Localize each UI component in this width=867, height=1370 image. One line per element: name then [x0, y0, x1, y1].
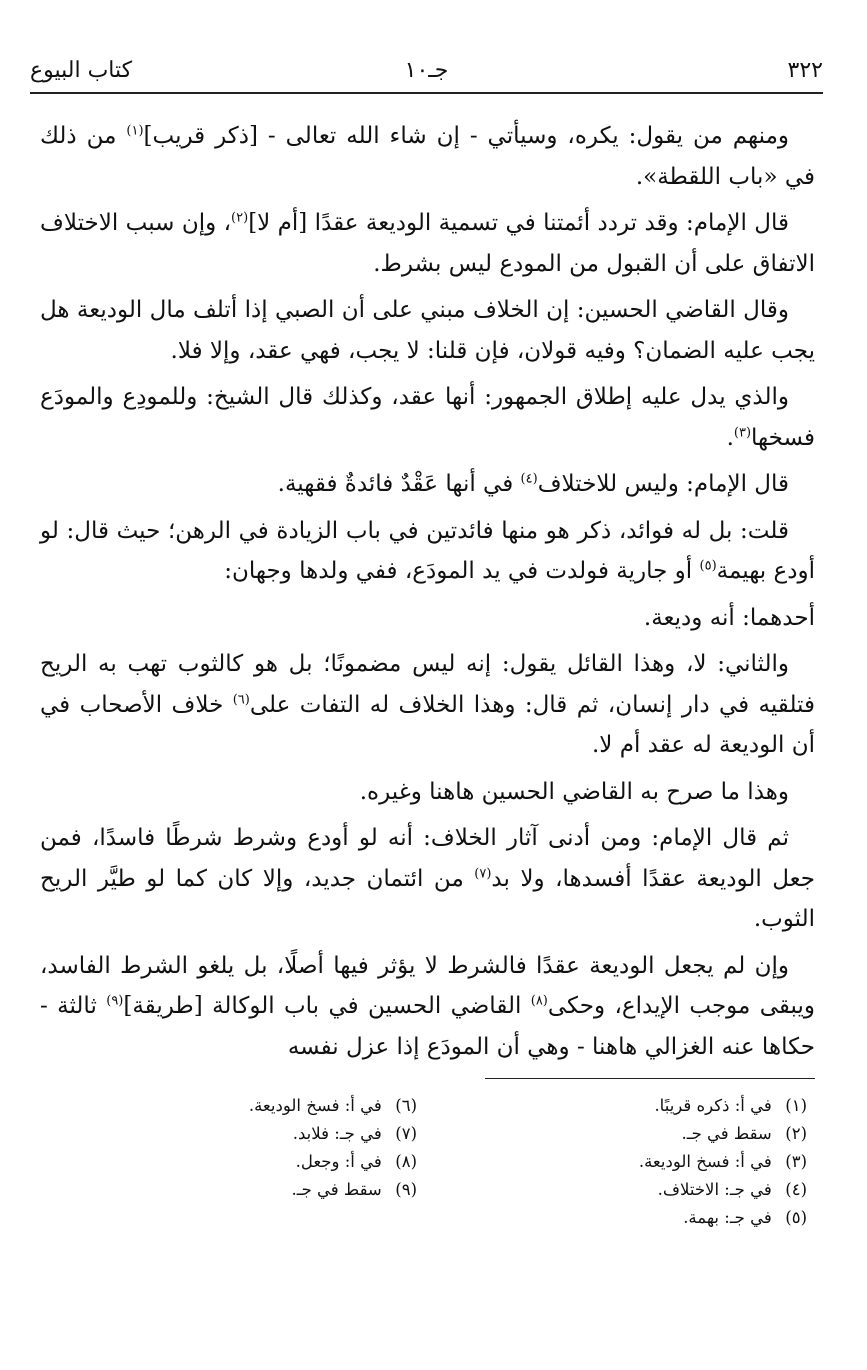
footnote-number: (٨): [395, 1152, 417, 1171]
footnote-number: (٩): [395, 1180, 417, 1199]
paragraph: [40, 116, 815, 197]
footnote-number: (٢): [785, 1124, 807, 1143]
paragraph-text: قال الإمام: وقد تردد أئمتنا في تسمية الوديعة عقدًا [أم لا]: [248, 210, 789, 236]
footnote-text: في أ: ذكره قريبًا.: [654, 1096, 772, 1115]
paragraph-text: والذي يدل عليه إطلاق الجمهور: أنها عقد، وكذلك قال الشيخ: وللمودِع والمودَع فسخها: [40, 384, 815, 451]
paragraph: [40, 644, 815, 766]
footnote-text: في أ: وجعل.: [295, 1152, 382, 1171]
footnote-text: في أ: فسخ الوديعة.: [248, 1096, 382, 1115]
footnote: [447, 1120, 807, 1148]
footnote-number: (١): [785, 1096, 807, 1115]
footnote: [57, 1148, 417, 1176]
paragraph-text: من ائتمان جديد، وإلا كان كما لو طيَّر الريح الثوب.: [40, 865, 815, 932]
footnote-text: في جـ: الاختلاف.: [657, 1180, 772, 1199]
footnote: [57, 1092, 417, 1120]
footnote-ref: (٥): [699, 558, 717, 574]
paragraph: [40, 946, 815, 1068]
paragraph-text: في أنها عَقْدٌ فائدةٌ فقهية.: [277, 471, 521, 497]
footnote-number: (٤): [785, 1180, 807, 1199]
paragraph: [40, 377, 815, 458]
footnote-text: سقط في جـ.: [681, 1124, 772, 1143]
paragraph: [40, 818, 815, 940]
paragraph-text: ثم قال الإمام: ومن أدنى آثار الخلاف: أنه لو أودع وشرط شرطًا فاسدًا، فمن جعل الوديعة عقدًا أفسدها، ولا بد: [40, 825, 815, 892]
footnote-number: (٥): [785, 1208, 807, 1227]
paragraph-text: وقال القاضي الحسين: إن الخلاف مبني على أن الصبي إذا أتلف مال الوديعة هل يجب عليه الضمان؟ وفيه قولان، فإن قلنا: لا يجب، فهي عقد، وإلا فلا.: [40, 297, 815, 364]
paragraph: [40, 772, 815, 813]
paragraph: [40, 598, 815, 639]
footnotes-column-right: [447, 1092, 807, 1232]
footnote: [447, 1092, 807, 1120]
paragraph-text: قال الإمام: وليس للاختلاف: [537, 471, 789, 497]
footnote-ref: (١): [126, 123, 144, 139]
footnote-number: (٣): [785, 1152, 807, 1171]
footnotes-column-left: [57, 1092, 417, 1204]
paragraph-text: أحدهما: أنه وديعة.: [643, 604, 815, 631]
paragraph-text: قلت: بل له فوائد، ذكر هو منها فائدتين في باب الزيادة في الرهن؛ حيث قال: لو أودع بهيمة: [40, 517, 815, 584]
paragraph: [40, 511, 815, 592]
paragraph: [40, 290, 815, 371]
footnote-ref: (٩): [106, 993, 124, 1009]
footnote: [57, 1176, 417, 1204]
footnote-ref: (٤): [520, 471, 538, 487]
footnote-number: (٧): [395, 1124, 417, 1143]
footnote-text: في جـ: بهمة.: [683, 1208, 772, 1227]
footnote-ref: (٣): [733, 424, 752, 440]
footnote-ref: (٢): [231, 210, 249, 226]
footnote-text: في أ: فسخ الوديعة.: [638, 1152, 772, 1171]
footnote-text: سقط في جـ.: [291, 1180, 382, 1199]
paragraph-text: ، وإن سبب الاختلاف الاتفاق على أن القبول من المودع ليس بشرط.: [40, 210, 815, 277]
main-text: [40, 116, 815, 1073]
page-header: [30, 58, 823, 94]
footnote: [447, 1204, 807, 1232]
footnote-ref: (٦): [232, 691, 250, 707]
paragraph-text: خلاف الأصحاب في أن الوديعة له عقد أم لا.: [40, 691, 815, 758]
book-title: كتاب البيوع: [30, 58, 133, 83]
footnote: [447, 1176, 807, 1204]
paragraph-text: من ذلك في «باب اللقطة».: [40, 123, 815, 190]
paragraph-text: وإن لم يجعل الوديعة عقدًا فالشرط لا يؤثر فيها أصلًا، بل يلغو الشرط الفاسد، ويبقى موجب الإيداع، وحكى: [40, 952, 815, 1019]
footnote-text: في جـ: فلابد.: [292, 1124, 382, 1143]
volume-label: جـ١٠: [404, 58, 449, 83]
footnote-divider: [485, 1078, 815, 1079]
paragraph: [40, 203, 815, 284]
paragraph-text: أو جارية فولدت في يد المودَع، ففي ولدها وجهان:: [224, 558, 700, 584]
header-divider: [30, 92, 823, 94]
footnote: [447, 1148, 807, 1176]
paragraph: [40, 464, 815, 505]
footnote-ref: (٨): [530, 993, 548, 1009]
page-number: ٣٢٢: [787, 58, 823, 83]
paragraph-text: وهذا ما صرح به القاضي الحسين هاهنا وغيره.: [359, 778, 789, 805]
footnote-ref: (٧): [474, 865, 492, 881]
paragraph-text: والثاني: لا، وهذا القائل يقول: إنه ليس مضمونًا؛ بل هو كالثوب تهب به الريح فتلقيه في دار إنسان، ثم قال: وهذا الخلاف له التفات على: [40, 651, 815, 718]
paragraph-text: القاضي الحسين في باب الوكالة [طريقة]: [123, 993, 531, 1019]
paragraph-text: ثالثة - حكاها عنه الغزالي هاهنا - وهي أن المودَع إذا عزل نفسه: [40, 993, 815, 1060]
paragraph-text: .: [726, 424, 734, 451]
footnote-number: (٦): [395, 1096, 417, 1115]
footnote: [57, 1120, 417, 1148]
paragraph-text: ومنهم من يقول: يكره، وسيأتي - إن شاء الله تعالى - [ذكر قريب]: [143, 123, 789, 149]
